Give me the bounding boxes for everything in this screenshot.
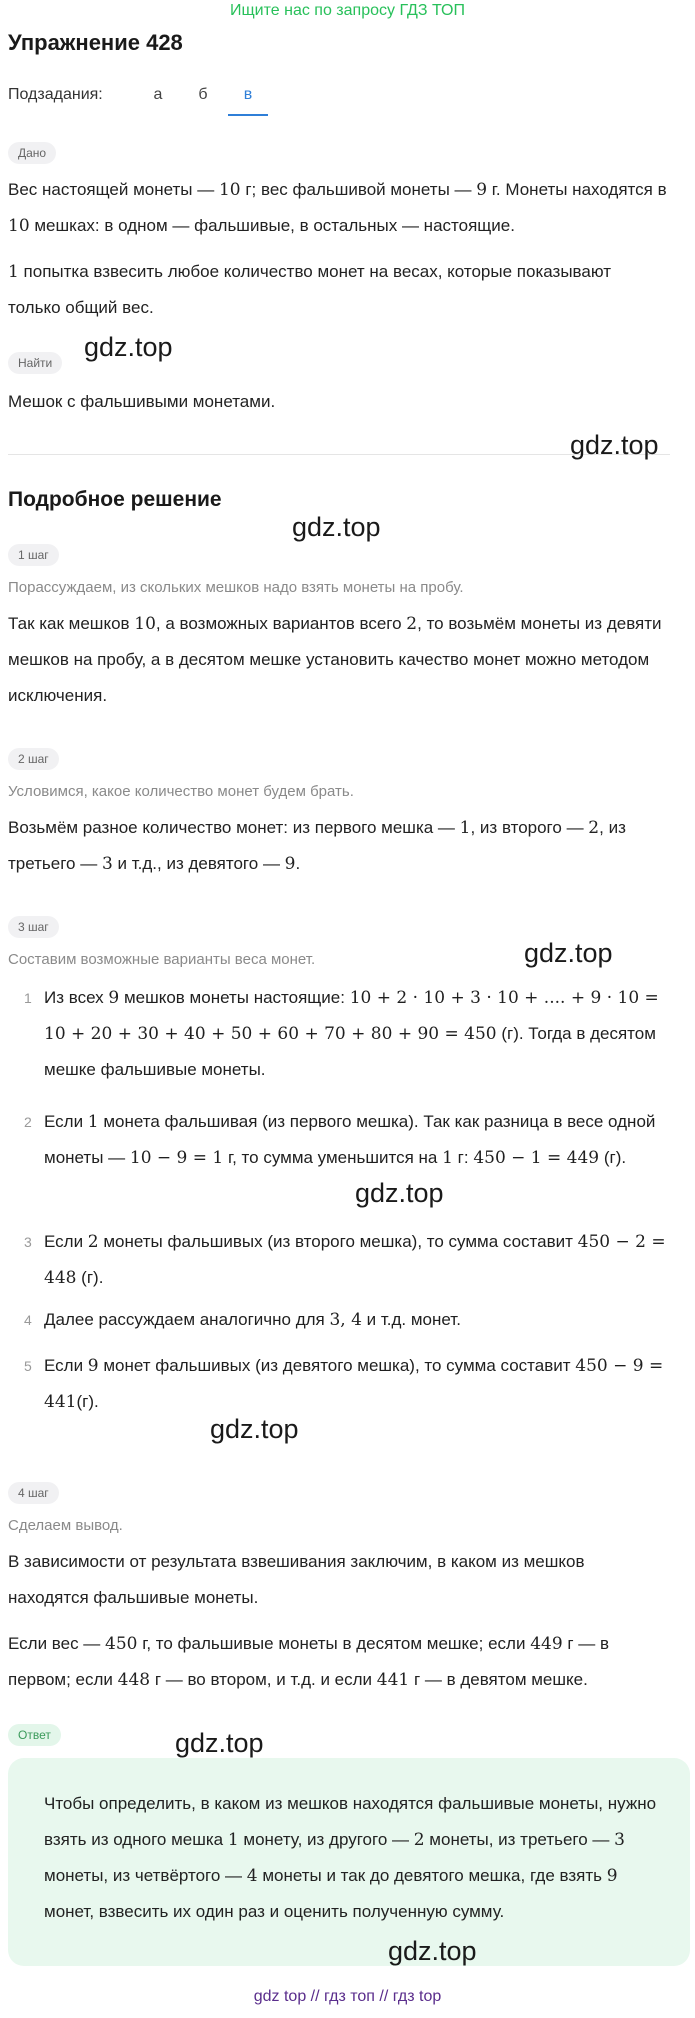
watermark: gdz.top xyxy=(292,512,381,542)
watermark: gdz.top xyxy=(210,1414,299,1444)
watermark: gdz.top xyxy=(388,1936,477,1966)
step4-text-2: Если вес — 450 г, то фальшивые монеты в десятом мешке; если 449 г — в первом; если 448 г — во втором, и т.д. и если 441 г — в девятом мешке. xyxy=(8,1634,610,1690)
step3-tag: 3 шаг xyxy=(8,916,59,938)
subtasks-label: Подзадания: xyxy=(8,86,103,103)
step1-text: Так как мешков 10, а возможных вариантов всего 2, то возьмём монеты из девяти мешков на пробу, а в десятом мешке установить качество монет можно методом исключения. xyxy=(8,614,662,705)
given-tag: Дано xyxy=(8,142,56,164)
watermark: gdz.top xyxy=(175,1728,264,1758)
watermark: gdz.top xyxy=(524,938,613,968)
step4-text: В зависимости от результата взвешивания заключим, в каком из мешков находятся фальшивые монеты. xyxy=(8,1552,585,1607)
step2-hint: Условимся, какое количество монет будем брать. xyxy=(8,783,354,800)
tab-a[interactable]: а xyxy=(153,86,163,103)
answer-tag: Ответ xyxy=(8,1724,61,1746)
step3-hint: Составим возможные варианты веса монет. xyxy=(8,951,316,968)
answer-box xyxy=(8,1758,690,1966)
subtask-selector xyxy=(8,84,308,118)
solution-title: Подробное решение xyxy=(8,488,222,511)
answer-text: Чтобы определить, в каком из мешков находятся фальшивые монеты, нужно взять из одного мешка 1 монету, из другого — 2 монеты, из третьего — 3 монеты, из четвёртого — 4 монеты и так до девятого мешка, где взять 9 монет, взвесить их один раз и оценить полученную сумму. xyxy=(44,1794,657,1921)
given-paragraph-1: Вес настоящей монеты — 10 г; вес фальшивой монеты — 9 г. Монеты находятся в 10 мешках: в одном — фальшивые, в остальных — настоящие. xyxy=(8,180,667,236)
step2-text: Возьмём разное количество монет: из первого мешка — 1, из второго — 2, из третьего — 3 и т.д., из девятого — 9. xyxy=(8,818,626,874)
step4-tag: 4 шаг xyxy=(8,1482,59,1504)
find-text: Мешок с фальшивыми монетами. xyxy=(8,392,276,411)
find-tag: Найти xyxy=(8,352,62,374)
step1-tag: 1 шаг xyxy=(8,544,59,566)
watermark: gdz.top xyxy=(84,332,173,362)
watermark: gdz.top xyxy=(570,430,659,460)
step4-hint: Сделаем вывод. xyxy=(8,1517,123,1534)
footer-links xyxy=(0,1988,695,2006)
watermark: gdz.top xyxy=(355,1178,444,1208)
given-paragraph-2: 1 попытка взвесить любое количество монет на весах, которые показывают только общий вес. xyxy=(8,262,611,317)
tab-b[interactable]: б xyxy=(198,86,208,103)
footer-separator: // xyxy=(310,1988,320,2005)
footer-link-1[interactable]: gdz top xyxy=(253,1988,307,2005)
tab-v[interactable]: в xyxy=(243,86,253,103)
active-tab-indicator xyxy=(228,114,268,116)
page-title: Упражнение 428 xyxy=(8,30,183,55)
footer-link-2[interactable]: гдз топ xyxy=(324,1988,375,2005)
search-banner: Ищите нас по запросу ГДЗ ТОП xyxy=(230,2,465,19)
footer-link-3[interactable]: гдз top xyxy=(392,1988,442,2005)
step2-tag: 2 шаг xyxy=(8,748,59,770)
step1-hint: Порассуждаем, из скольких мешков надо взять монеты на пробу. xyxy=(8,579,464,596)
footer-separator: // xyxy=(379,1988,389,2005)
given-text-1a: Вес настоящей монеты — xyxy=(8,180,219,199)
